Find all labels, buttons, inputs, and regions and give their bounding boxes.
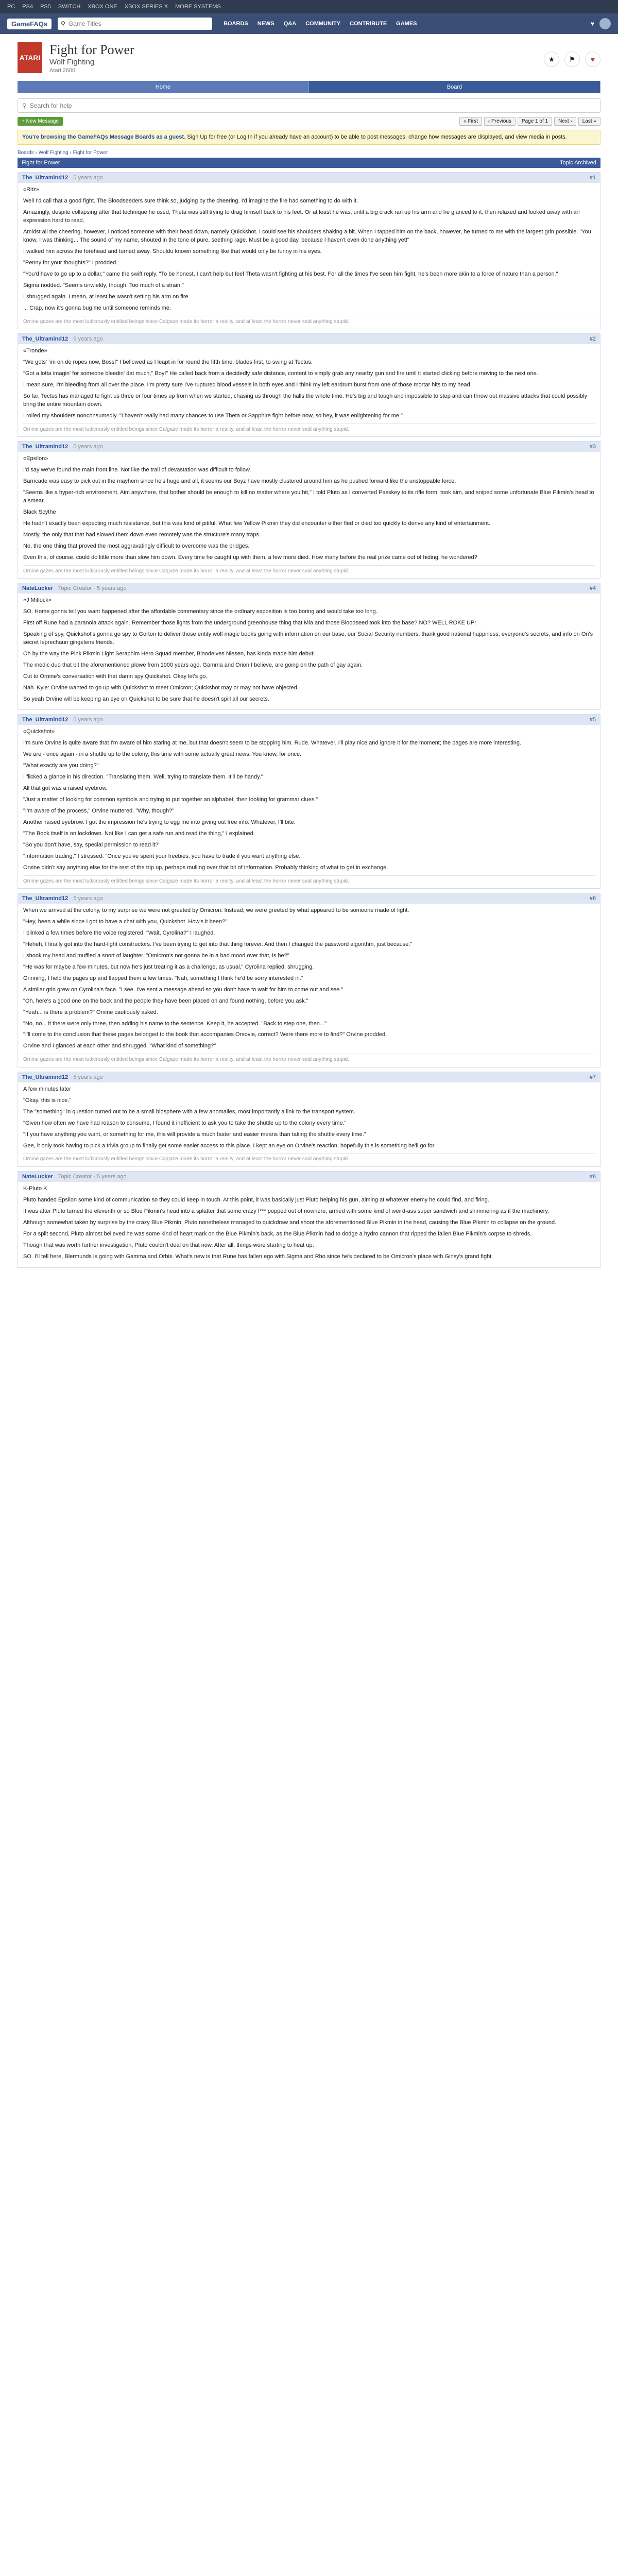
message-header: [18, 1172, 600, 1182]
bell-icon[interactable]: ♥: [590, 20, 594, 27]
message-paragraph: "Seems like a hyper-rich environment. Aim anywhere, that bother should be enough to kill no matter where you hit," I told Pluto as I converted Passkey to its rifle form, took aim, and sniped some unfortunate Blue Pikmin's head to a smear.: [23, 489, 594, 504]
message-author-block: [22, 585, 127, 591]
message-number[interactable]: #2: [589, 336, 596, 343]
message: [18, 441, 600, 579]
message-paragraph: "The Book itself is on lockdown. Not like I can get a safe run and read the thing," I explained.: [23, 830, 255, 837]
message-author[interactable]: The_Ultramind12: [22, 444, 68, 450]
message-paragraph: Orvine and I glanced at each other and shrugged. "What kind of something?": [23, 1043, 216, 1049]
topic-title-bar: [18, 158, 600, 168]
message-body: [18, 1182, 600, 1267]
platform-link[interactable]: MORE SYSTEMS: [175, 4, 221, 10]
message-author-block: [22, 1074, 103, 1080]
message-meta: 5 years ago: [73, 1074, 103, 1080]
message-paragraph: I'm sure Orvine is quite aware that I'm aware of him staring at me, but that doesn't seem to be stopping him. Rude. Whatever, I'll play nice and ignore it for the moment; the pages are more interesting.: [23, 740, 522, 747]
topic-status: Topic Archived: [560, 160, 596, 166]
collection-icon[interactable]: ★: [544, 52, 559, 67]
message-paragraph: When we arrived at the colony, to my surprise we were not greeted by Omicron. Instead, we were greeted by what appeared to be someone made of light.: [23, 907, 409, 914]
message-signature: Ornine gazes are the most ludicrously entitled beings since Calgaze made its horror a reality, and at least the horror never said anything stupid.: [23, 423, 595, 434]
platform-link[interactable]: PS4: [22, 4, 33, 10]
topic-title: Fight for Power: [22, 160, 60, 166]
message-body: [18, 904, 600, 1067]
tab-board[interactable]: Board: [309, 81, 600, 93]
nav-link[interactable]: GAMES: [396, 21, 417, 27]
message-paragraph: «Quickshot»: [23, 728, 55, 735]
message-author[interactable]: NateLucker: [22, 1173, 53, 1180]
message-paragraph: I mean sure, I'm bleeding from all over the place. I'm pretty sure I've ruptured blood vessels in both eyes and I think my left eardrum burst from one of those mortar hits to my head.: [23, 381, 472, 388]
message-author-block: [22, 175, 103, 181]
message-author[interactable]: The_Ultramind12: [22, 717, 68, 723]
message-meta: Topic Creator · 5 years ago: [58, 1173, 127, 1180]
message-paragraph: "You'd have to go up to a dollar," came the swift reply. "To be honest, I can't help but feel Theta wasn't fighting at his best. For all the times I've seen him fight, he's been more akin to a force of nature than a person.": [23, 270, 558, 277]
message-paragraph: A few minutes later: [23, 1086, 71, 1092]
nav-link[interactable]: CONTRIBUTE: [350, 21, 387, 27]
nav-link[interactable]: NEWS: [257, 21, 274, 27]
message-signature: Ornine gazes are the most ludicrously entitled beings since Calgaze made its horror a reality, and at least the horror never said anything stupid.: [23, 565, 595, 575]
message-paragraph: Speaking of spy, Quickshot's gonna go spy to Gorton to deliver those entity wolf magic books going with information on our base, our Social Security numbers, thank good national happiness, everyone's secrets, and info on Ori's secret leprechaun gingelens friends.: [23, 631, 593, 646]
platform-link[interactable]: PC: [7, 4, 15, 10]
pagination: [459, 117, 600, 126]
pager-button[interactable]: « First: [459, 117, 482, 126]
message-number[interactable]: #7: [589, 1074, 596, 1080]
message-author[interactable]: The_Ultramind12: [22, 1074, 68, 1080]
message-paragraph: First off Rune had a paranoia attack again. Remember those lights from the underground greenhouse thing that Mia and those Bloodseed took into the base? NO? WELL ROKE UP!: [23, 619, 476, 626]
message-paragraph: Sigma nodded. "Seems unwieldy, though. Too much of a strain.": [23, 282, 184, 289]
message-author[interactable]: NateLucker: [22, 585, 53, 592]
message-paragraph: I rolled my shoulders nonconsumedly. "I haven't really had many chances to use Theta or Sapphire fight before now, so hey, it was enlightening for me.": [23, 412, 403, 419]
message-paragraph: Another raised eyebrow. I got the impression he's trying to egg me into giving out free info. Whatever, I'll bite.: [23, 819, 296, 825]
message-body: [18, 452, 600, 578]
message-paragraph: Well I'd call that a good fight. The Bloodseeders sure think so, judging by the cheering. I'd imagine the fire had something to do with it.: [23, 198, 358, 205]
nav-link[interactable]: COMMUNITY: [305, 21, 341, 27]
message-paragraph: "Just a matter of looking for common symbols and trying to put together an alphabet, then looking for grammar clues.": [23, 796, 318, 803]
game-platform: Atari 2600: [49, 67, 76, 74]
message-paragraph: The medic duo that bit the aforementioned plowe from 1000 years ago, Gamma and Orion I believe, are going on the path of gay again.: [23, 662, 363, 668]
message-paragraph: For a split second, Pluto almost believed he was some kind of heart mark on the Blue Pikmin's back, as the Blue Pikmin had to dodge a hydro cannon that ripped the fallen Blue Pikmin's corpse to shreds.: [23, 1230, 532, 1237]
message-paragraph: "So you don't have, say, special permission to read it?": [23, 841, 161, 848]
pager-button[interactable]: Page 1 of 1: [518, 117, 552, 126]
message-paragraph: "Yeah... is there a problem?" Orvine cautiously asked.: [23, 1009, 158, 1015]
message-signature: Ornine gazes are the most ludicrously entitled beings since Calgaze made its horror a reality, and at least the horror never said anything stupid.: [23, 316, 595, 326]
message-header: [18, 583, 600, 594]
message-paragraph: Gee, it only took having to pick a trivia group to finally get some easier access to this place. I kept an eye on Orvine's reaction, hopefully this is something he'll go for.: [23, 1142, 436, 1149]
guest-notice-lead: You're browsing the GameFAQs Message Boards as a guest.: [22, 134, 186, 140]
message-paragraph: SO. Home gonna tell you want happened after the affordable commentary since the ordinary exposition is too boring and would take too long.: [23, 608, 377, 615]
message-meta: 5 years ago: [73, 717, 103, 723]
message-header: [18, 1072, 600, 1082]
message-signature: Ornine gazes are the most ludicrously entitled beings since Calgaze made its horror a reality, and at least the horror never said anything stupid.: [23, 1153, 595, 1163]
message: [18, 1072, 600, 1167]
message-paragraph: I flicked a glance in his direction. "Translating them. Well, trying to translate them. It'll be handy.": [23, 774, 263, 781]
platform-bar: [0, 0, 618, 13]
message-number[interactable]: #6: [589, 895, 596, 902]
game-title: Fight for Power: [49, 42, 134, 57]
section-tabs: [18, 81, 600, 93]
message-paragraph: "He was for maybe a few minutes, but now he's just treating it as a challenge, as usual," Cyrolina replied, shrugging.: [23, 963, 314, 970]
message-paragraph: "Hey, been a while since I got to have a chat with you, Quickshot. How's it been?": [23, 919, 228, 925]
message-header: [18, 334, 600, 344]
message-paragraph: Amidst all the cheering, however, I noticed someone with their head down, namely Quickshot. I could see his shoulders shaking a bit. When I tapped him on the back, however, he turned to me with the largest grin possible. "You know, I was thinking... The sound of my name, shouted in the tone of pure, seething rage. Must be a good day, because I haven't even done anything yet!": [23, 229, 591, 244]
message-paragraph: I walked him across the forehead and turned away. Shouldu known something like that would only be funny in his eyes.: [23, 248, 322, 255]
message-author[interactable]: The_Ultramind12: [22, 175, 68, 181]
message-body: [18, 1082, 600, 1166]
pager-button[interactable]: ‹ Previous: [484, 117, 516, 126]
message-paragraph: I shook my head and muffled a snort of laughter. "Omicron's not gonna be in a bad mood over that, is he?": [23, 952, 289, 959]
guest-notice-text: Sign Up for free (or Log In if you already have an account) to be able to post messages, change how messages are displayed, and view media in posts.: [185, 134, 567, 140]
game-search[interactable]: [58, 18, 212, 30]
message-paragraph: "Given how often we have had reason to consume, I found it inefficient to ask you to take the shuttle up to the colony every time.": [23, 1120, 347, 1126]
help-search[interactable]: [18, 98, 600, 113]
message-paragraph: A similar grin grew on Cyrolina's face. "I see. I've sent a message ahead so you don't have to wait for him to come out and see.": [23, 986, 344, 993]
message-paragraph: Nah. Kyle: Orvine wanted to go up with Quickshot to meet Omicron; Quickshot may or may not have objected.: [23, 684, 299, 691]
board-title: Wolf Fighting: [49, 58, 95, 66]
message-author[interactable]: The_Ultramind12: [22, 895, 68, 902]
message-number[interactable]: #3: [589, 444, 596, 450]
help-search-input[interactable]: [30, 102, 596, 109]
message-paragraph: «Epsilon»: [23, 455, 48, 462]
message-number[interactable]: #1: [589, 175, 596, 181]
message-number[interactable]: #4: [589, 585, 596, 592]
message-paragraph: I'd say we've found the main front line. Not like the trail of devastation was difficult to follow.: [23, 467, 251, 473]
message-paragraph: "We gots' 'im on de ropes now, Boss!" I bellowed as I leapt in for round the fifth time, blades first, to swing at Tectus.: [23, 359, 313, 366]
platform-link[interactable]: XBOX ONE: [88, 4, 117, 10]
message-paragraph: "Okay, this is nice.": [23, 1097, 72, 1104]
platform-link[interactable]: SWITCH: [58, 4, 81, 10]
site-logo[interactable]: GameFAQs: [7, 19, 52, 29]
message-paragraph: Amazingly, despite collapsing after that technique he used, Theta was still trying to drag himself back to his feet. Or at least he was, until a big crack ran up his arm and he glanced to it, then relaxed and looked away with an expression hard to read.: [23, 209, 580, 224]
message-paragraph: "I'll come to the conclusion that these pages belonged to the book that accompanies Orsovie, correct? Were there more to find?" Orvine prodded.: [23, 1031, 387, 1038]
message: [18, 1171, 600, 1268]
message-paragraph: "No, no... it there were only three, then adding his name to the sentence. Keep it, he accepted. "Back to step one, then...": [23, 1020, 327, 1027]
message-list: [18, 172, 600, 1267]
game-header: [18, 42, 600, 74]
message-body: [18, 183, 600, 329]
platform-link[interactable]: XBOX SERIES X: [124, 4, 168, 10]
message-paragraph: «Ritz»: [23, 187, 40, 193]
message-number[interactable]: #8: [589, 1173, 596, 1180]
message-paragraph: So yeah Orvine will be keeping an eye on Quickshot to be sure that he doesn't spill all our secrets.: [23, 696, 269, 702]
message-paragraph: We are - once again - in a shuttle up to the colony, this time with some actually great news. You know, for once.: [23, 751, 302, 758]
site-header: [0, 13, 618, 34]
message-paragraph: "Got a lotta imagin' for someone bleedin' dat much," Boy!" He called back from a decidedly safe distance, content to simply grab any nearby gun and fire until it started clicking before moving to the next one.: [23, 370, 538, 377]
message-paragraph: "Heheh, I finally got into the hard-light constructors. I've been trying to get into that thing forever. And then I changed the password algorithm, just because.": [23, 941, 413, 947]
message-meta: Topic Creator · 5 years ago: [58, 585, 127, 592]
message-author-block: [22, 444, 103, 450]
message-paragraph: Orvine didn't say anything else for the rest of the trip up, perhaps mulling over that bit of information. Probably thinking of what to get in exchange.: [23, 864, 388, 871]
message-paragraph: He hadn't exactly been expecting much resistance, but this was kind of pitiful. What few Yellow Pikmin they did encounter either fled or died too quickly to derive any kind of entertainment.: [23, 520, 491, 527]
search-icon: ⚲: [61, 20, 65, 27]
message-paragraph: Pluto handed Epsilon some kind of communication so they could keep in touch. At this point, it was basically just Pluto helping his gun, aiming at whatever enemy he could find, and firing.: [23, 1196, 489, 1203]
message-paragraph: No, the one thing that proved the most aggravatingly difficult to overcome was the bridges.: [23, 543, 250, 549]
message-paragraph: SO. I'll tell here, Blermunds is going with Gamma and Orbis. What's new is that Rune has fallen ego with Sigma and Rho since he's declared to be Omicron's place with Ginsy's grand fight.: [23, 1253, 493, 1260]
favorite-icon[interactable]: ♥: [585, 52, 600, 67]
pager-button[interactable]: Last »: [578, 117, 600, 126]
platform-link[interactable]: PS5: [40, 4, 51, 10]
message-paragraph: "Oh, here's a good one on the back and the people they have been placed on and found nothing, before you ask.": [23, 997, 308, 1004]
message-paragraph: So far, Tectus has managed to fight us three or four times up from when we started, chasing us through the halls the whole time. He's big and tough and impossible to stop and can throw out massive attacks that could possibly bring the entire mountain down.: [23, 393, 588, 408]
message-body: [18, 344, 600, 436]
message-author-block: [22, 717, 103, 723]
nav-link[interactable]: BOARDS: [224, 21, 248, 27]
guest-notice: [18, 130, 600, 145]
message-paragraph: «J Mitlock»: [23, 597, 52, 604]
message-body: [18, 725, 600, 888]
message-paragraph: All that got was a raised eyebrow.: [23, 785, 108, 792]
message-paragraph: Mostly, the only that that had slowed them down even remotely was the structure's many traps.: [23, 531, 261, 538]
search-icon: ⚲: [22, 102, 27, 109]
message-paragraph: Black Scythe: [23, 509, 56, 515]
nav-link[interactable]: Q&A: [283, 21, 297, 27]
message-paragraph: ... Crap, now it's gonna bug me until someone reminds me.: [23, 304, 171, 311]
message-author-block: [22, 895, 103, 902]
message-number[interactable]: #5: [589, 717, 596, 723]
message-header: [18, 442, 600, 452]
message-author-block: [22, 1174, 127, 1180]
message-paragraph: Although somewhat taken by surprise by the crazy Blue Pikmin, Pluto nonetheless managed to quickdraw and shoot the aforementioned Blue Pikmin in the head, causing the Blue Pikmin to collapse on the ground.: [23, 1219, 557, 1226]
message-paragraph: K-Pluto K: [23, 1185, 47, 1192]
main-nav: [224, 21, 417, 27]
message-header: [18, 173, 600, 183]
message-signature: Ornine gazes are the most ludicrously entitled beings since Calgaze made its horror a reality, and at least the horror never said anything stupid.: [23, 875, 595, 886]
message: [18, 893, 600, 1067]
pager-button[interactable]: Next ›: [554, 117, 576, 126]
game-search-input[interactable]: [68, 20, 209, 27]
message-paragraph: Barricade was easy to pick out in the mayhem since he's huge and all, it seems our Boyz have mostly clustered around him as he pushed forward like the unstoppable force.: [23, 478, 456, 485]
breadcrumb[interactable]: Boards › Wolf Fighting › Fight for Power: [18, 150, 108, 156]
bookmark-icon[interactable]: ⚑: [564, 52, 580, 67]
avatar[interactable]: [599, 18, 611, 29]
message-paragraph: "If you have anything you want, or something for me, this will provide a much faster and easier means than taking the shuttle every time.": [23, 1131, 366, 1138]
message: [18, 583, 600, 710]
message-paragraph: It was after Pluto turned the eleventh or so Blue Pikmin's head into a splatter that some crazy f*** popped out of nowhere, armed with some kind of weird-ass super sandwich and shimmering as if the machinery.: [23, 1208, 550, 1214]
message-meta: 5 years ago: [73, 444, 103, 450]
message-meta: 5 years ago: [73, 175, 103, 181]
message: [18, 714, 600, 889]
message-header: [18, 715, 600, 725]
message-paragraph: Cut to Ornine's conversation with that damn spy Quickshot. Okay let's go.: [23, 673, 208, 680]
message-meta: 5 years ago: [73, 895, 103, 902]
message-paragraph: Grinning, I held the pages up and flapped them a few times. "Nah, something I think he'd be sorry interested in.": [23, 975, 303, 981]
message-paragraph: The "something" in question turned out to be a small biosphere with a few anomalies, most importantly a link to the transport system.: [23, 1108, 355, 1115]
message-paragraph: Though that was worth further investigation, Pluto couldn't deal on that now. After all, things were starting to heat up.: [23, 1242, 314, 1248]
message-header: [18, 893, 600, 904]
message-paragraph: "Penny for your thoughts?" I prodded.: [23, 259, 118, 266]
message-paragraph: "Information trading," I stressed. "Once you've spent your freebies, you have to trade if you want anything else.": [23, 853, 303, 859]
message-paragraph: «Tronde»: [23, 348, 47, 354]
message-paragraph: Oh by the way the Pink Pikmin Light Seraphim Hero Squad member, Bloodelves Niesen, has kinda made him debut!: [23, 650, 315, 657]
game-box-art[interactable]: ATARI: [18, 42, 42, 73]
message-author[interactable]: The_Ultramind12: [22, 336, 68, 343]
message-meta: 5 years ago: [73, 336, 103, 343]
message-body: [18, 594, 600, 709]
message: [18, 333, 600, 437]
message-paragraph: "What exactly are you doing?": [23, 762, 99, 769]
message-author-block: [22, 336, 103, 342]
message-signature: Ornine gazes are the most ludicrously entitled beings since Calgaze made its horror a reality, and at least the horror never said anything stupid.: [23, 1054, 595, 1064]
new-message-button[interactable]: + New Message: [18, 117, 63, 126]
message-paragraph: I blinked a few times before the voice registered. "Wait, Cyrolina?" I laughed.: [23, 930, 215, 937]
message-paragraph: Even this, of course, could do little more than slow him down. Every time he caught up with them, a few more died. How many before the real prize came out of hiding, he wondered?: [23, 554, 477, 561]
message-paragraph: "I'm aware of the process," Orvine muttered. "Why, though?": [23, 808, 175, 815]
tab-home[interactable]: Home: [18, 81, 309, 93]
message: [18, 172, 600, 329]
message-paragraph: I shrugged again. I mean, at least he wasn't setting his arm on fire.: [23, 293, 190, 300]
